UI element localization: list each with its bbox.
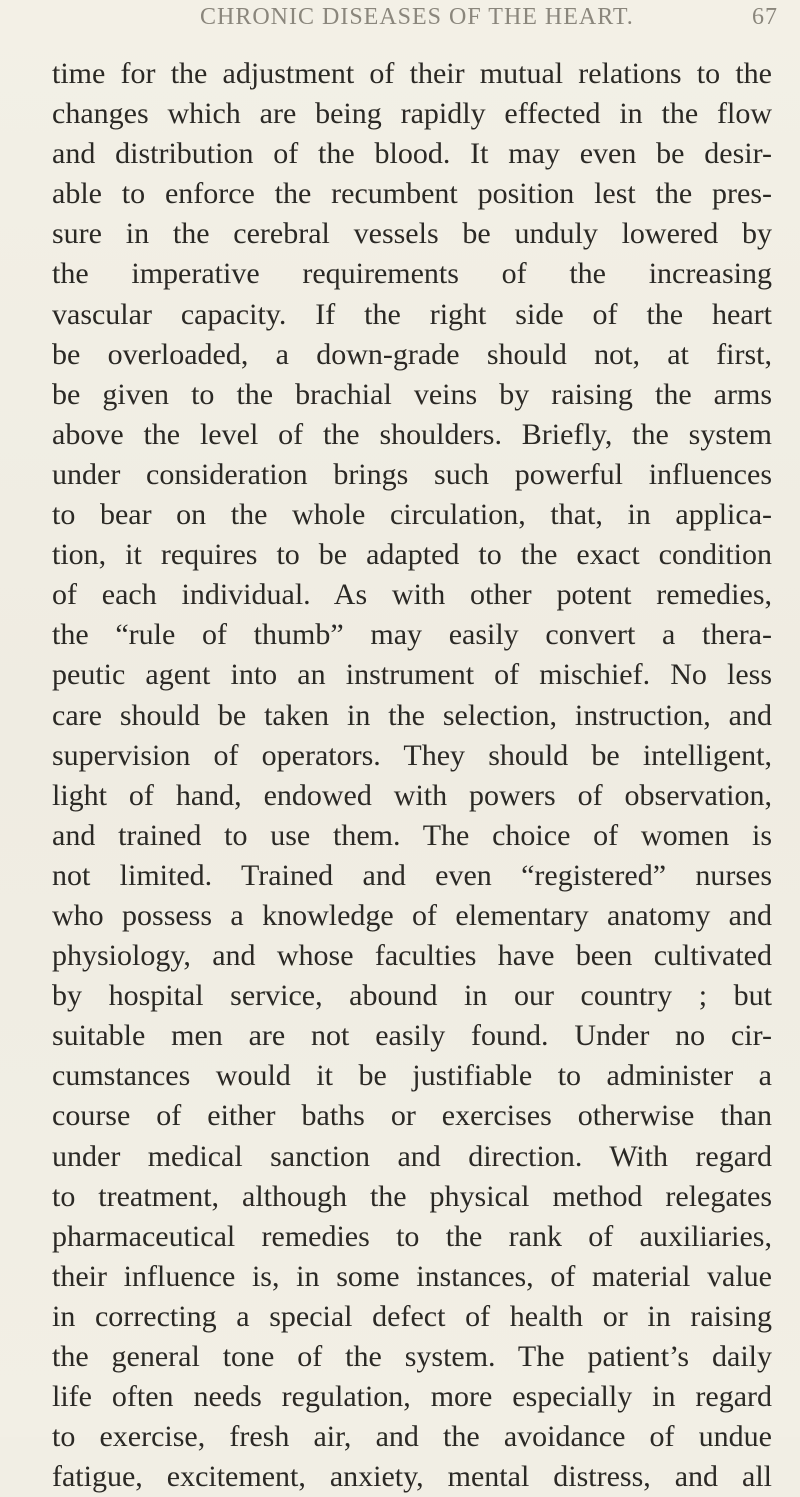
text-line: cumstances would it be justifiable to administer a <box>52 1059 772 1093</box>
text-line: time for the adjustment of their mutual relations to the <box>52 57 772 90</box>
text-line: be given to the brachial veins by raising the arms <box>52 377 772 411</box>
text-line: under medical sanction and direction. With regard <box>52 1139 772 1173</box>
text-line: able to enforce the recumbent position lest the pres- <box>52 177 772 211</box>
text-line: supervision of operators. They should be intelligent, <box>52 738 772 772</box>
text-line: suitable men are not easily found. Under no cir- <box>52 1019 772 1053</box>
text-line: the “rule of thumb” may easily convert a thera- <box>52 618 772 652</box>
text-line: and distribution of the blood. It may even be desir- <box>52 137 772 171</box>
text-line: to treatment, although the physical method relegates <box>52 1179 772 1213</box>
text-line: in correcting a special defect of health or in raising <box>52 1299 772 1333</box>
text-line: physiology, and whose faculties have been cultivated <box>52 939 772 973</box>
text-line: to exercise, fresh air, and the avoidance of undue <box>52 1420 772 1454</box>
text-line: above the level of the shoulders. Briefly, the system <box>52 417 772 451</box>
text-line: vascular capacity. If the right side of the heart <box>52 297 772 331</box>
text-line: under consideration brings such powerful influences <box>52 457 772 491</box>
text-line: changes which are being rapidly effected in the flow <box>52 97 772 131</box>
text-line: life often needs regulation, more especially in regard <box>52 1380 772 1414</box>
text-line: pharmaceutical remedies to the rank of auxiliaries, <box>52 1219 772 1253</box>
text-line: by hospital service, abound in our country ; but <box>52 979 772 1013</box>
text-line: the general tone of the system. The patient’s daily <box>52 1340 772 1373</box>
running-title: CHRONIC DISEASES OF THE HEART. <box>200 4 634 30</box>
text-line: tion, it requires to be adapted to the exact condition <box>52 538 772 572</box>
text-line: be overloaded, a down-grade should not, at first, <box>52 337 772 371</box>
page-number: 67 <box>752 4 778 30</box>
text-line: the imperative requirements of the increasing <box>52 257 772 291</box>
text-line: their influence is, in some instances, of material value <box>52 1259 772 1293</box>
text-line: not limited. Trained and even “registered” nurses <box>52 858 772 892</box>
text-line: peutic agent into an instrument of mischief. No less <box>52 658 772 692</box>
text-line: course of either baths or exercises otherwise than <box>52 1099 772 1133</box>
text-line: of each individual. As with other potent remedies, <box>52 578 772 612</box>
text-line: sure in the cerebral vessels be unduly lowered by <box>52 217 772 251</box>
text-line: who possess a knowledge of elementary anatomy and <box>52 898 772 932</box>
body-text <box>52 54 772 1497</box>
text-line: light of hand, endowed with powers of observation, <box>52 778 772 812</box>
text-line: to bear on the whole circulation, that, in applica- <box>52 498 772 532</box>
text-line: fatigue, excitement, anxiety, mental distress, and all <box>52 1460 772 1494</box>
running-head <box>0 4 800 40</box>
text-line: care should be taken in the selection, instruction, and <box>52 698 772 732</box>
text-line: and trained to use them. The choice of women is <box>52 818 772 852</box>
